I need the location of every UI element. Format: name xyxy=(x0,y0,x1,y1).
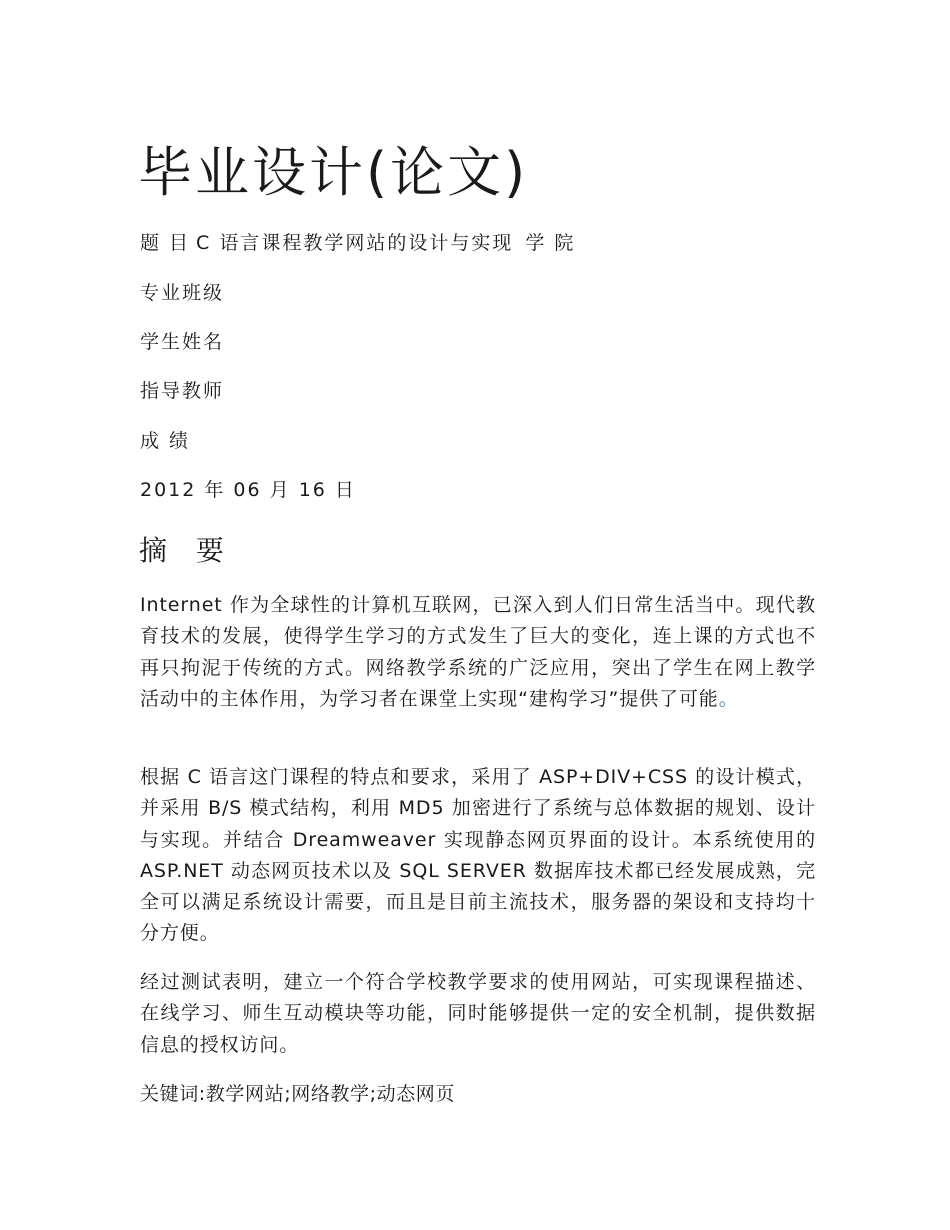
student-name-label: 学生姓名 xyxy=(140,331,225,353)
abstract-paragraph-1-end-mark: 。 xyxy=(718,687,739,710)
grade-label: 成 绩 xyxy=(140,430,191,452)
topic-line xyxy=(140,230,575,256)
major-class-label: 专业班级 xyxy=(140,282,225,304)
abstract-paragraph-2: 根据 C 语言这门课程的特点和要求，采用了 ASP+DIV+CSS 的设计模式，并采用 B/S 模式结构，利用 MD5 加密进行了系统与总体数据的规划、设计与实现。并结合 Dreamweaver 实现静态网页界面的设计。本系统使用的 ASP.NET 动态网页技术以及 SQL SERVER 数据库技术都已经发展成熟，完全可以满足系统设计需要，而且是目前主流技术，服务器的架设和支持均十分方便。 xyxy=(140,766,816,945)
abstract-paragraph-1-text: Internet 作为全球性的计算机互联网，已深入到人们日常生活当中。现代教育技术的发展，使得学生学习的方式发生了巨大的变化，连上课的方式也不再只拘泥于传统的方式。网络教学系统的广泛应用，突出了学生在网上教学活动中的主体作用，为学习者在课堂上实现“建构学习”提供了可能 xyxy=(140,594,816,710)
abstract-paragraph-1 xyxy=(140,590,816,715)
document-title: 毕业设计(论文) xyxy=(138,141,529,204)
keywords-line: 关键词:教学网站;网络教学;动态网页 xyxy=(140,1083,456,1105)
topic-value: C 语言课程教学网站的设计与实现 xyxy=(196,232,514,254)
abstract-paragraph-3: 经过测试表明，建立一个符合学校教学要求的使用网站，可实现课程描述、在线学习、师生互动模块等功能，同时能够提供一定的安全机制，提供数据信息的授权访问。 xyxy=(140,971,816,1056)
college-label: 学 院 xyxy=(525,232,576,254)
advisor-label: 指导教师 xyxy=(140,380,225,402)
date-line: 2012 年 06 月 16 日 xyxy=(140,479,356,501)
topic-label: 题 目 xyxy=(140,232,191,254)
abstract-heading: 摘 要 xyxy=(139,534,234,567)
